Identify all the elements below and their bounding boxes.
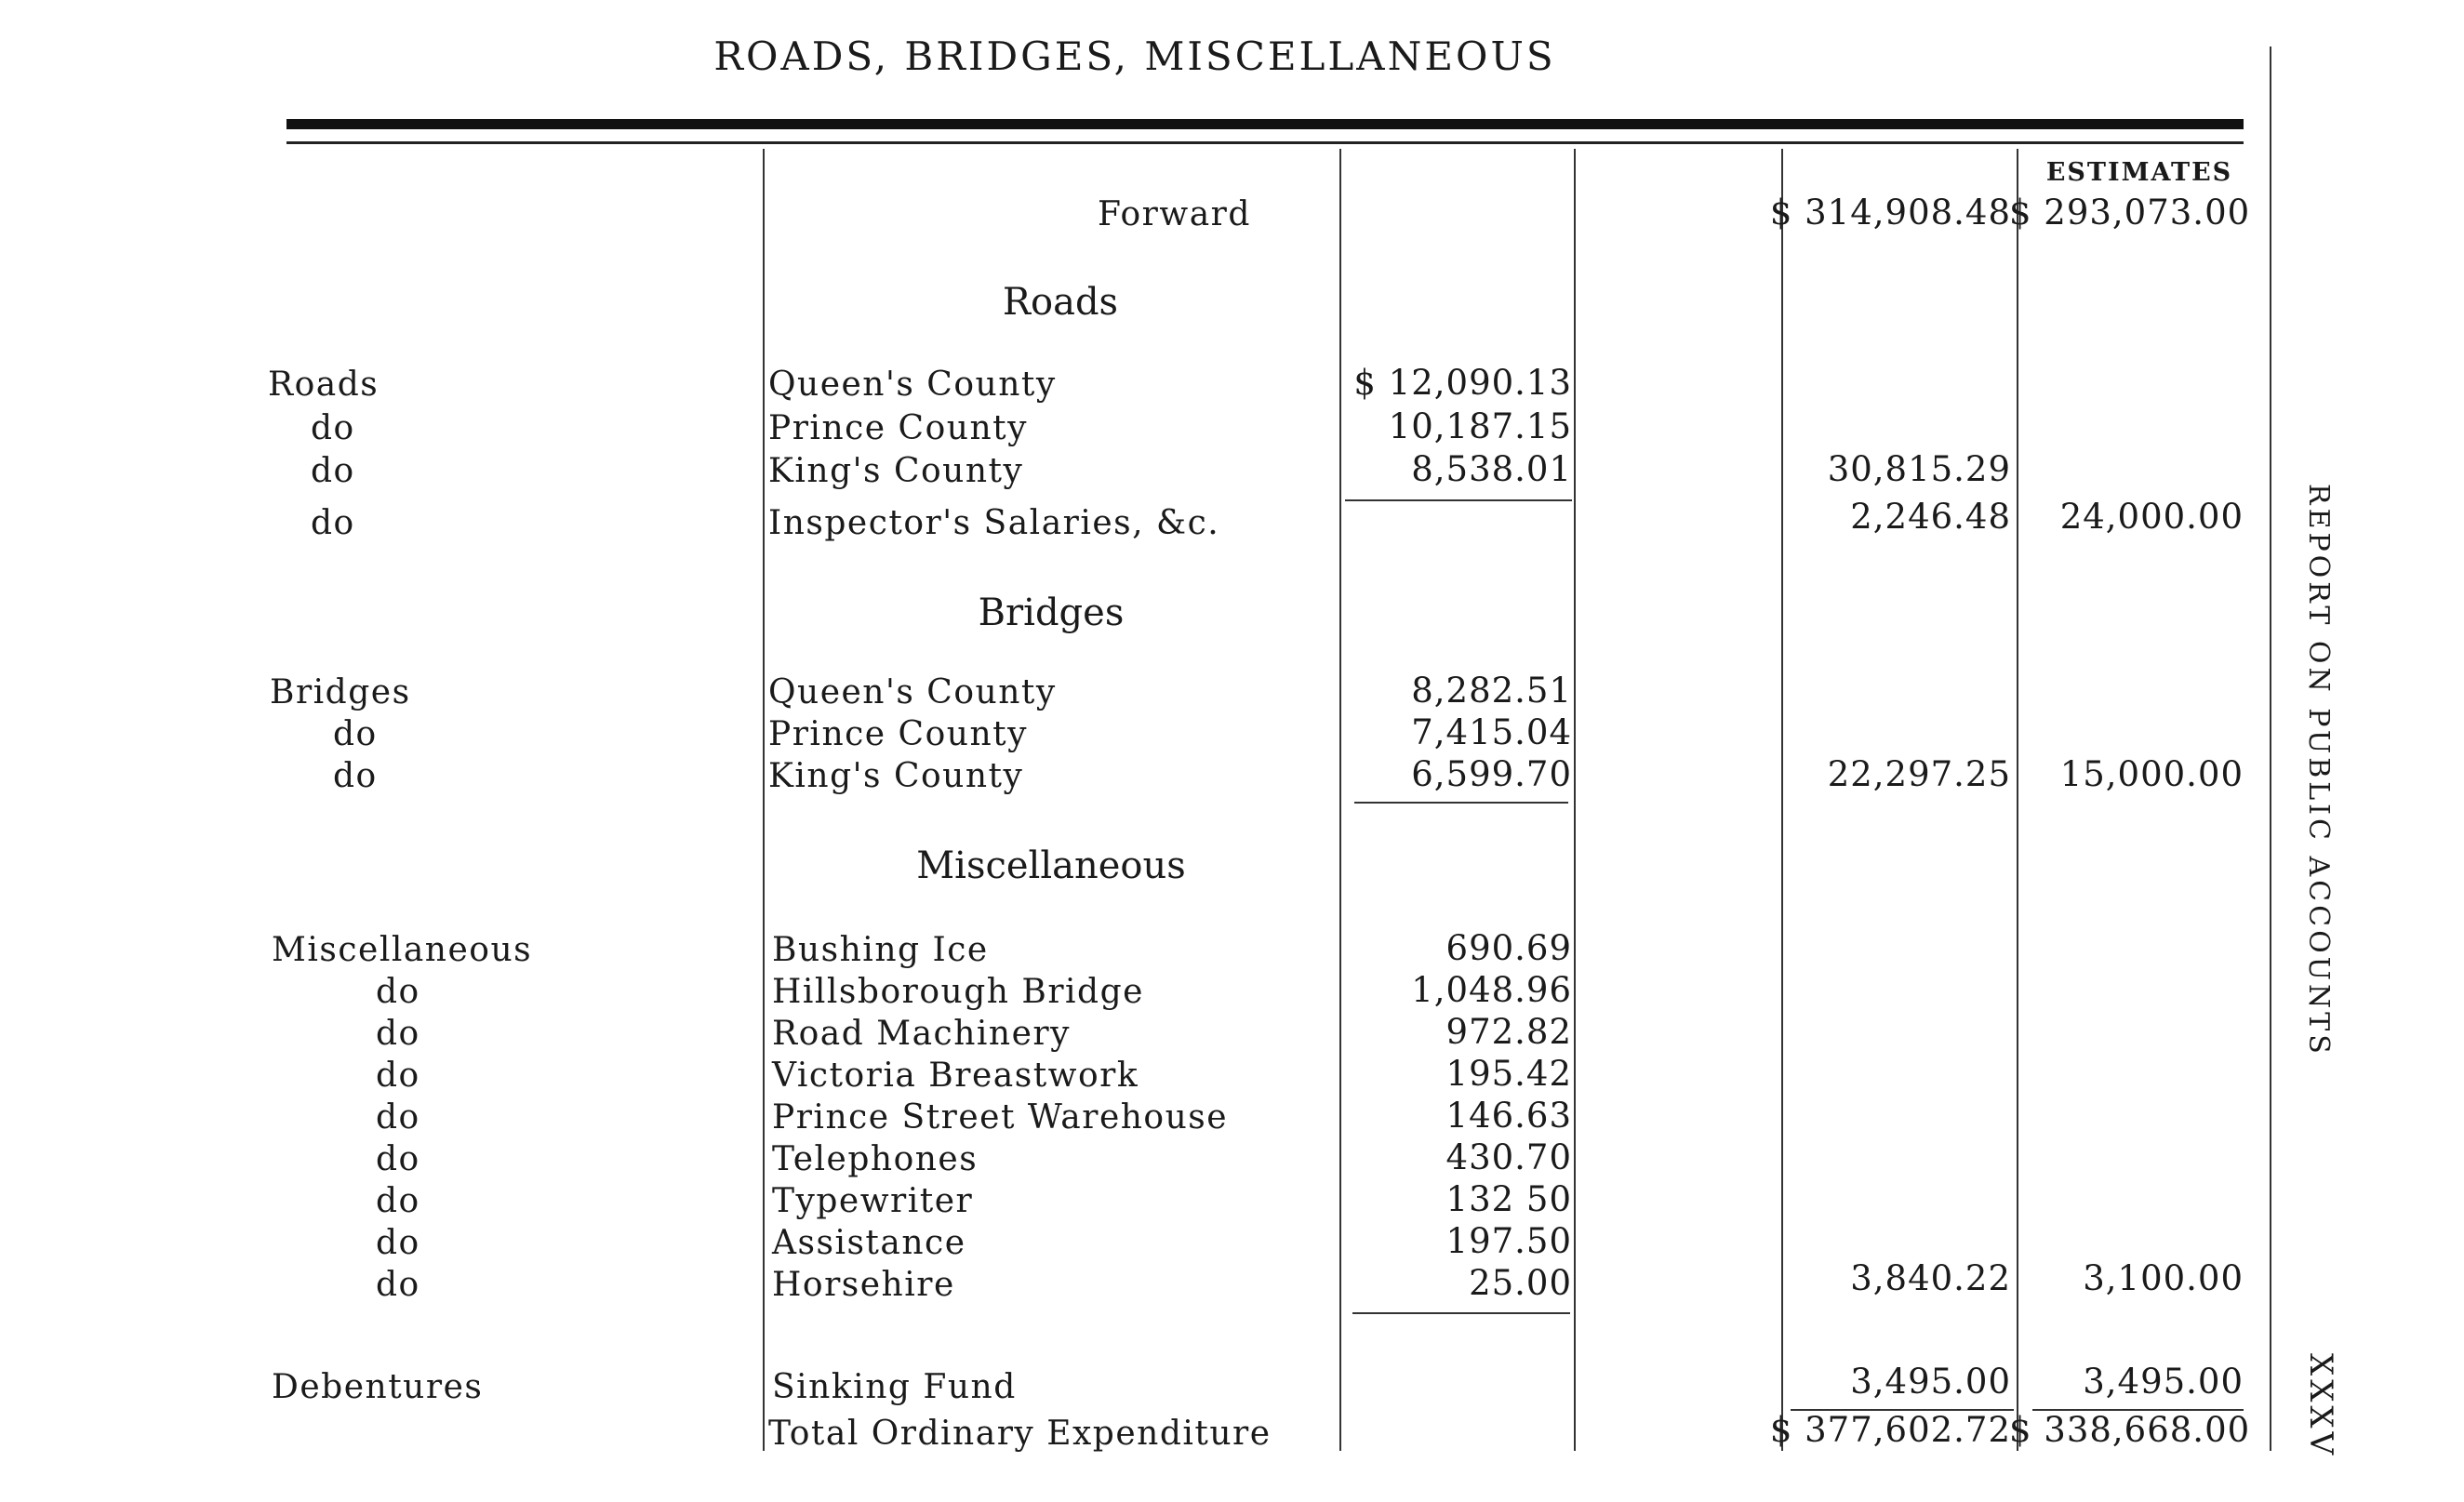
row-total: 3,495.00 (1850, 1362, 2011, 1402)
row-estimate: 3,100.00 (2083, 1258, 2244, 1298)
row-category: do (376, 1224, 420, 1262)
row-amount: 197.50 (1445, 1221, 1572, 1261)
row-item: Typewriter (772, 1182, 974, 1220)
header-rule-thick (286, 119, 2244, 129)
forward-estimate: $ 293,073.00 (2009, 193, 2251, 233)
page-right-rule (2270, 47, 2271, 1451)
row-amount: 1,048.96 (1411, 970, 1572, 1010)
forward-total: $ 314,908.48 (1769, 193, 2011, 233)
row-estimate: 3,495.00 (2083, 1362, 2244, 1402)
row-category: do (376, 973, 420, 1011)
row-category: do (311, 409, 355, 447)
row-item: King's County (768, 452, 1024, 490)
column-divider-item (763, 149, 765, 1451)
row-category: do (311, 504, 355, 542)
row-amount: 972.82 (1445, 1012, 1572, 1052)
forward-label: Forward (1098, 195, 1251, 233)
row-item: Assistance (772, 1224, 966, 1262)
row-category: do (333, 715, 378, 753)
row-total: 30,815.29 (1827, 449, 2011, 489)
row-category: do (376, 1098, 420, 1136)
row-category: do (311, 452, 355, 490)
column-divider-amount-right (1574, 149, 1576, 1451)
row-amount: 7,415.04 (1411, 712, 1572, 752)
row-category: do (376, 1057, 420, 1095)
row-amount: 10,187.15 (1388, 406, 1572, 446)
grand-total-label: Total Ordinary Expenditure (768, 1415, 1272, 1453)
side-running-head: REPORT ON PUBLIC ACCOUNTS (2302, 484, 2335, 1057)
row-item: Hillsborough Bridge (772, 973, 1144, 1011)
subtotal-rule (1354, 802, 1568, 804)
row-category: Roads (268, 366, 380, 404)
page-number: XXXV (2302, 1353, 2339, 1459)
grand-total-estimate: $ 338,668.00 (2009, 1410, 2251, 1450)
row-category: do (333, 757, 378, 795)
section-heading-bridges: Bridges (978, 591, 1125, 634)
row-category: do (376, 1140, 420, 1178)
row-amount: 430.70 (1445, 1137, 1572, 1177)
row-amount: 132 50 (1445, 1179, 1572, 1219)
section-heading-miscellaneous: Miscellaneous (916, 844, 1186, 887)
row-amount: 690.69 (1445, 928, 1572, 968)
row-total: 3,840.22 (1850, 1258, 2011, 1298)
row-amount: 6,599.70 (1411, 754, 1572, 794)
row-item: Telephones (772, 1140, 979, 1178)
column-divider-estimate (2017, 149, 2018, 1451)
row-category: do (376, 1266, 420, 1304)
subtotal-rule (1352, 1312, 1570, 1314)
row-estimate: 15,000.00 (2059, 754, 2244, 794)
row-item: Sinking Fund (772, 1368, 1017, 1406)
row-amount: 25.00 (1469, 1263, 1572, 1303)
row-item: Horsehire (772, 1266, 955, 1304)
header-rule-thin (286, 141, 2244, 144)
row-item: Prince County (768, 409, 1028, 447)
subtotal-rule (1345, 499, 1572, 501)
row-category: do (376, 1182, 420, 1220)
row-item: Queen's County (768, 366, 1057, 404)
column-divider-total (1781, 149, 1783, 1451)
row-total: 2,246.48 (1850, 497, 2011, 537)
row-item: Prince County (768, 715, 1028, 753)
row-category: Miscellaneous (272, 931, 533, 969)
row-item: Bushing Ice (772, 931, 989, 969)
row-amount: 8,282.51 (1411, 671, 1572, 711)
row-amount: 195.42 (1445, 1054, 1572, 1094)
row-amount: 146.63 (1445, 1096, 1572, 1136)
grand-total-amount: $ 377,602.72 (1769, 1410, 2011, 1450)
row-item: Queen's County (768, 673, 1057, 711)
row-category: Bridges (270, 673, 411, 711)
row-item: Victoria Breastwork (772, 1057, 1139, 1095)
row-total: 22,297.25 (1827, 754, 2011, 794)
row-item: Prince Street Warehouse (772, 1098, 1229, 1136)
row-amount: $ 12,090.13 (1353, 363, 1572, 403)
row-amount: 8,538.01 (1411, 449, 1572, 489)
row-estimate: 24,000.00 (2059, 497, 2244, 537)
estimates-heading: ESTIMATES (2045, 158, 2233, 187)
section-heading-roads: Roads (1002, 281, 1119, 324)
row-category: do (376, 1015, 420, 1053)
row-item: Road Machinery (772, 1015, 1071, 1053)
row-item: King's County (768, 757, 1024, 795)
row-category: Debentures (272, 1368, 484, 1406)
page-title: ROADS, BRIDGES, MISCELLANEOUS (713, 33, 1556, 79)
row-item: Inspector's Salaries, &c. (768, 504, 1220, 542)
